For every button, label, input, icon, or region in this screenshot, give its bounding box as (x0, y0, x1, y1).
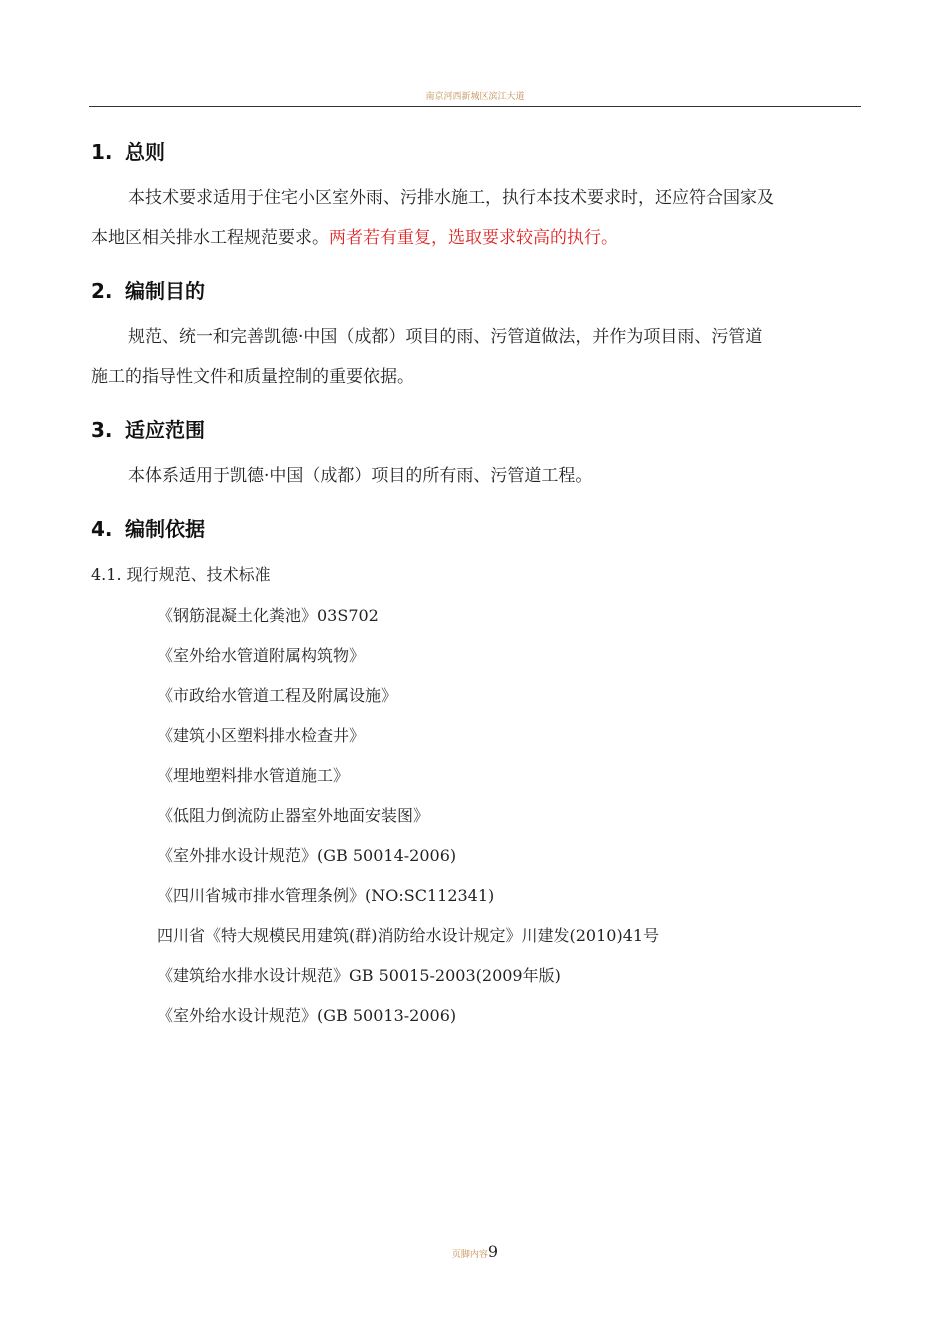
footer-label: 页脚内容 (451, 1250, 488, 1260)
section-number: 3. (91, 418, 113, 442)
section-heading-2 (91, 275, 205, 304)
reference-item: 《埋地塑料排水管道施工》 (157, 766, 350, 785)
page-number: 9 (487, 1242, 499, 1261)
section-title: 编制目的 (125, 279, 205, 303)
text-highlight-red: 两者若有重复，选取要求较高的执行 (329, 228, 601, 248)
reference-item: 《室外排水设计规范》(GB 50014-2006) (157, 846, 457, 865)
reference-item: 《建筑给水排水设计规范》GB 50015-2003(2009年版) (157, 966, 561, 985)
reference-item: 《室外给水管道附属构筑物》 (157, 646, 366, 665)
page-header: 南京河西新城区滨江大道 (425, 92, 525, 102)
section-heading-3 (91, 414, 205, 443)
section-title: 编制依据 (125, 517, 205, 541)
paragraph-purpose-line1: 规范、统一和完善凯德·中国（成都）项目的雨、污管道做法，并作为项目雨、污管道 (128, 327, 763, 347)
paragraph-scope: 本体系适用于凯德·中国（成都）项目的所有雨、污管道工程。 (128, 466, 593, 486)
section-heading-4 (91, 513, 205, 542)
text-highlight-red-end: 。 (601, 228, 618, 248)
section-number: 2. (91, 279, 113, 303)
section-title: 总则 (125, 140, 165, 164)
paragraph-purpose-line2: 施工的指导性文件和质量控制的重要依据。 (91, 367, 414, 387)
reference-item: 四川省《特大规模民用建筑(群)消防给水设计规定》川建发(2010)41号 (157, 926, 660, 945)
section-title: 适应范围 (125, 418, 205, 442)
header-divider (89, 106, 861, 107)
section-number: 1. (91, 140, 113, 164)
reference-item: 《市政给水管道工程及附属设施》 (157, 686, 398, 705)
subsection-heading-4-1: 4.1. 现行规范、技术标准 (91, 565, 271, 584)
reference-list (157, 596, 659, 1036)
page-footer (0, 1242, 950, 1261)
reference-item: 《室外给水设计规范》(GB 50013-2006) (157, 1006, 457, 1025)
paragraph-general-line2 (91, 218, 861, 258)
text-normal: 本地区相关排水工程规范要求。 (91, 228, 329, 248)
reference-item: 《低阻力倒流防止器室外地面安装图》 (157, 806, 430, 825)
reference-item: 《四川省城市排水管理条例》(NO:SC112341) (157, 886, 495, 905)
reference-item: 《钢筋混凝土化粪池》03S702 (157, 606, 379, 625)
reference-item: 《建筑小区塑料排水检查井》 (157, 726, 366, 745)
paragraph-general-line1: 本技术要求适用于住宅小区室外雨、污排水施工，执行本技术要求时，还应符合国家及 (128, 188, 774, 208)
section-number: 4. (91, 517, 113, 541)
section-heading-1 (91, 136, 165, 165)
